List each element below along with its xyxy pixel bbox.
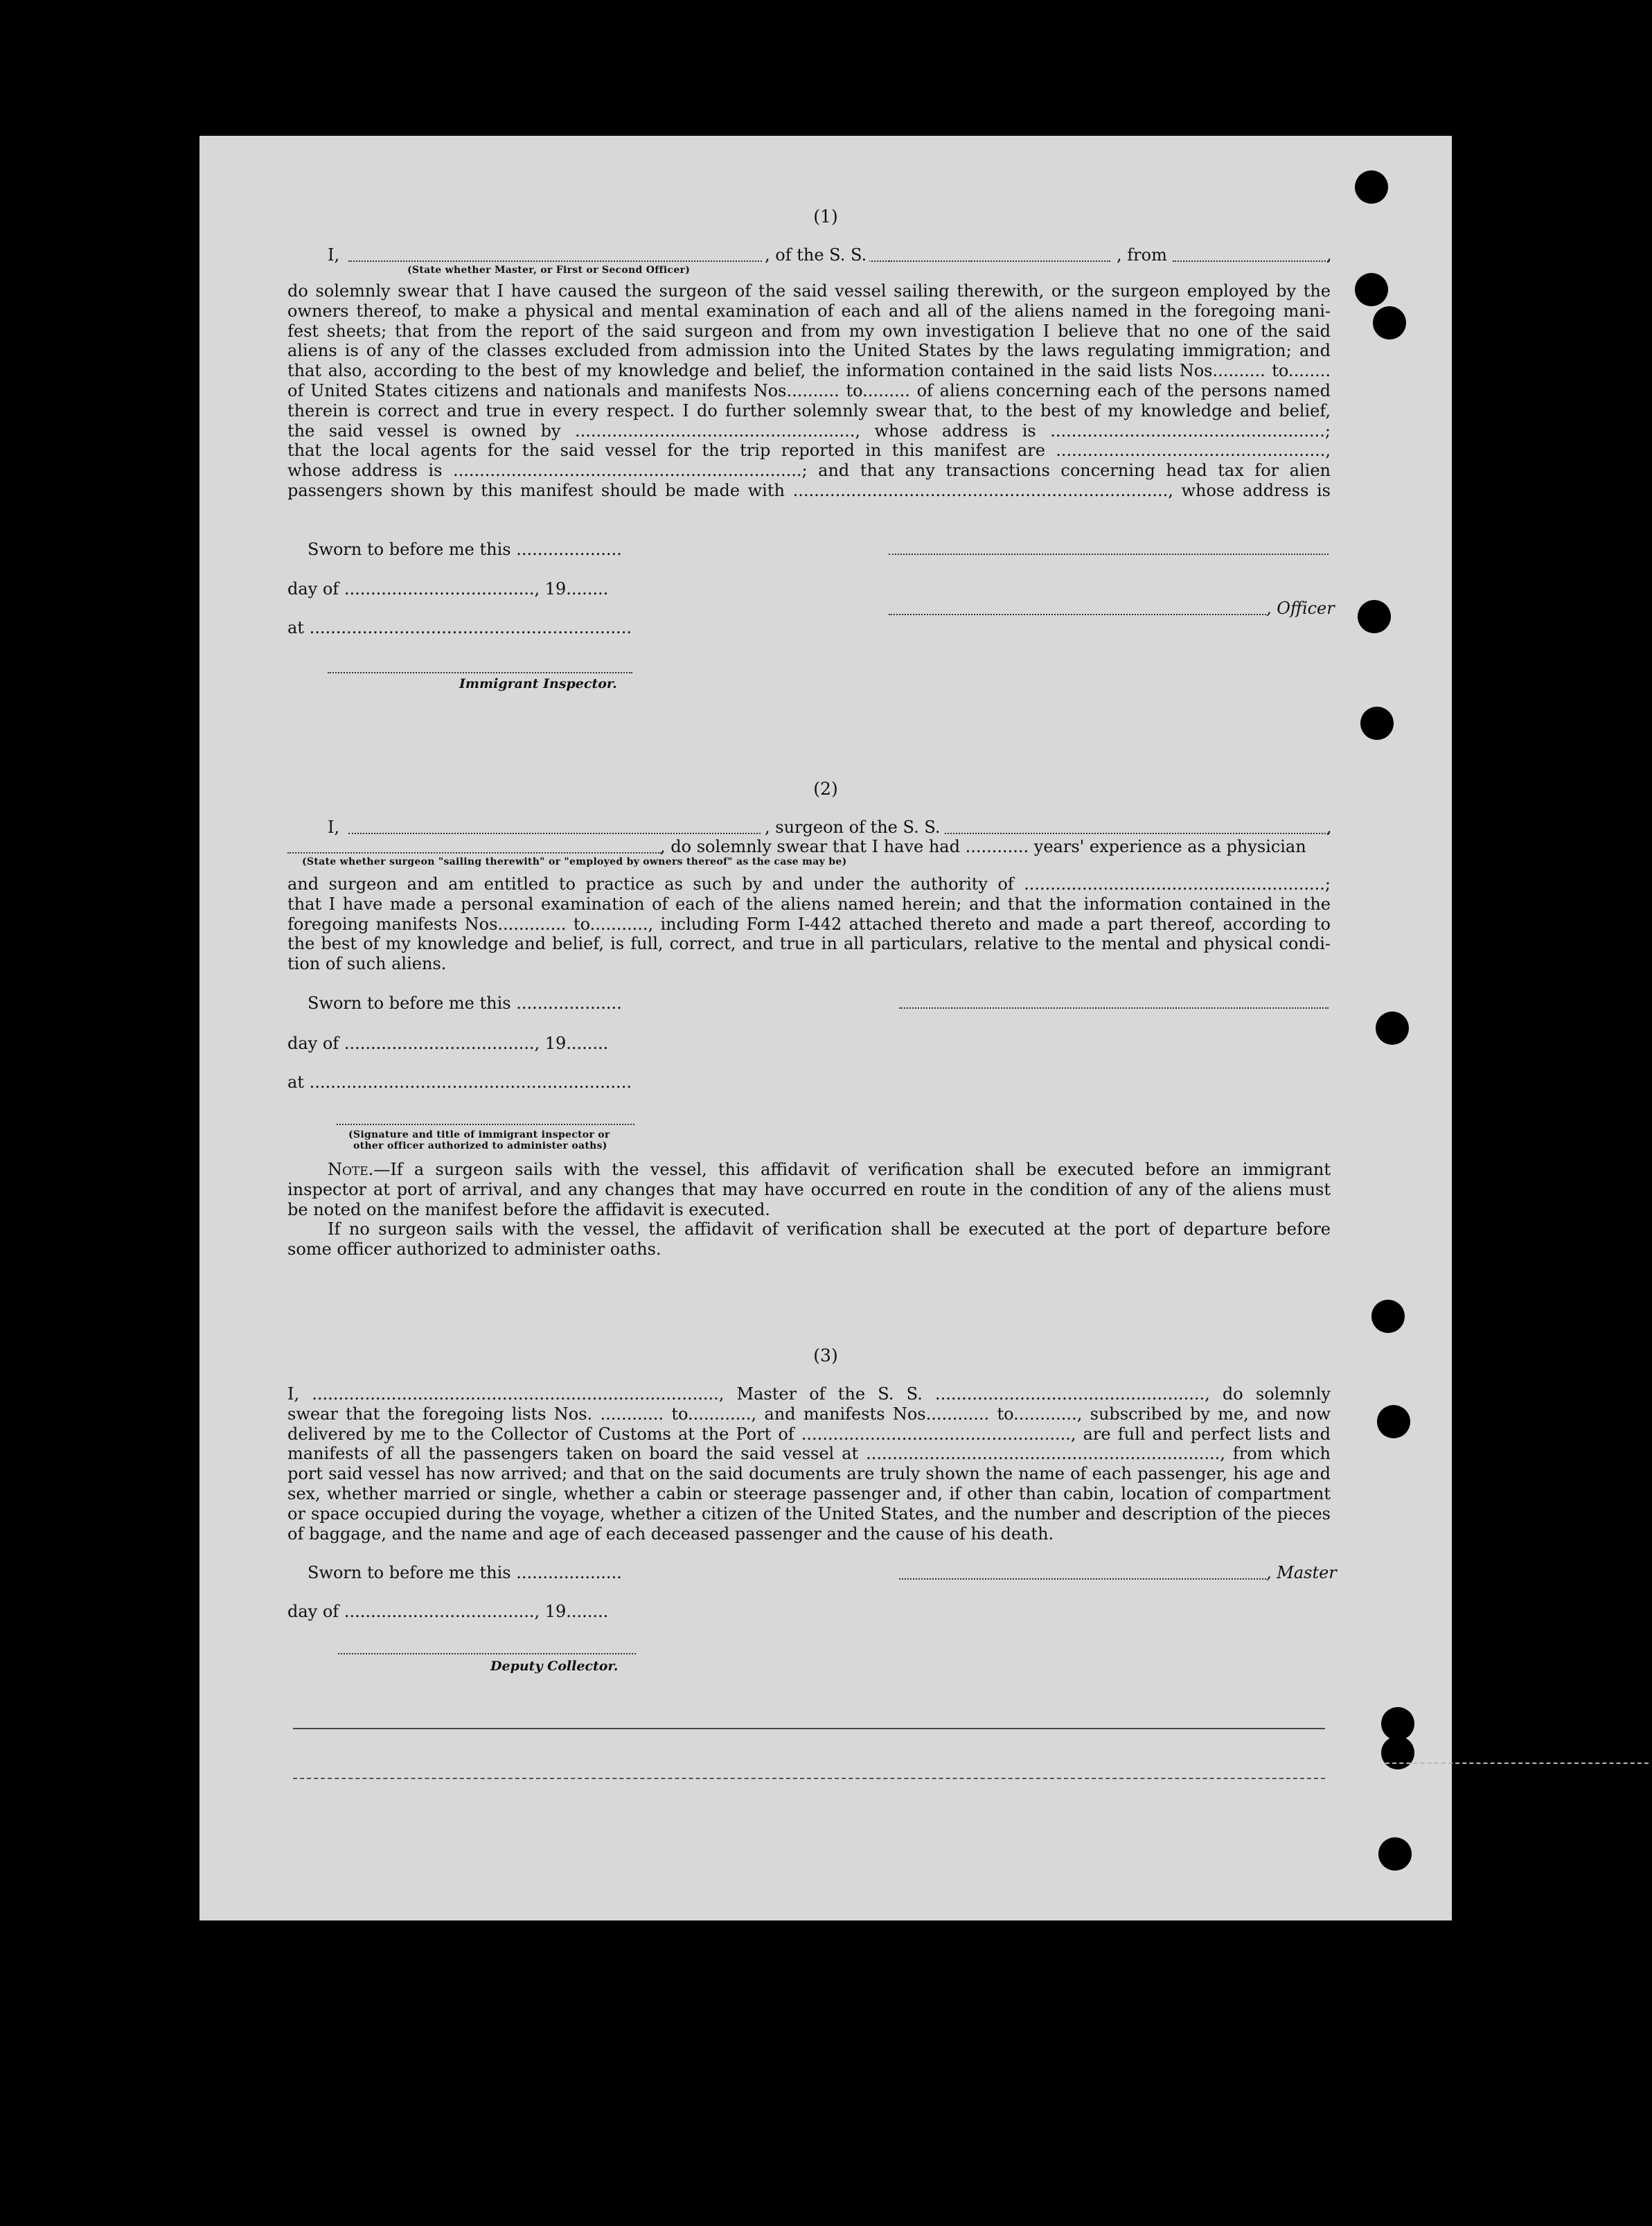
bottom-rule	[293, 1728, 1325, 1729]
form-page	[199, 136, 1452, 1920]
note-text: —If a surgeon sails with the vessel, this affidavit of verification shall be executed before an immigrant	[373, 1160, 1331, 1179]
binder-hole	[1381, 1736, 1414, 1769]
section-2-oath-paragraph	[287, 874, 1331, 974]
paragraph-line: delivered by me to the Collector of Customs at the Port of ..................................................., are full and perfect lists and	[287, 1424, 1331, 1444]
s3-collector-line	[338, 1653, 636, 1654]
paragraph-line: therein is correct and true in every respect. I do further solemnly swear that, to the best of my knowledge and belief,	[287, 400, 1331, 421]
paragraph-line: manifests of all the passengers taken on board the said vessel at ..................................................................., from which	[287, 1444, 1331, 1464]
s1-inspector-line	[328, 672, 632, 673]
s1-officer: , Officer	[1266, 599, 1335, 618]
s2-line1-i: I,	[328, 818, 340, 837]
paragraph-line: of baggage, and the name and age of each deceased passenger and the cause of his death.	[287, 1523, 1054, 1544]
s1-day-of: day of ...................................., 19........	[287, 579, 609, 599]
s2-line1-end: ,	[1326, 818, 1332, 837]
s2-at: at .............................................................	[287, 1072, 632, 1092]
s2-signature-caption-1: (Signature and title of immigrant inspector or	[348, 1129, 610, 1140]
paragraph-line: of United States citizens and nationals and manifests Nos.......... to......... of aliens concerning each of the persons named	[287, 380, 1331, 400]
s1-at: at .............................................................	[287, 618, 632, 637]
section-2-number: (2)	[813, 779, 838, 799]
note-line	[287, 1160, 1331, 1180]
paragraph-line: swear that the foregoing lists Nos. ............ to............, and manifests Nos............ to............, subscribed by me, and now	[287, 1404, 1331, 1424]
paragraph-line: the best of my knowledge and belief, is full, correct, and true in all particulars, relative to the mental and physical condi-	[287, 934, 1331, 954]
s2-line2: , do solemnly swear that I have had ............ years' experience as a physician	[660, 837, 1306, 856]
paragraph-line: or space occupied during the voyage, whether a citizen of the United States, and the number and description of the pieces	[287, 1503, 1331, 1523]
note-line: some officer authorized to administer oaths.	[287, 1239, 661, 1259]
s1-from-blank	[1173, 260, 1329, 262]
s2-signature-caption-2: other officer authorized to administer oaths)	[353, 1140, 607, 1151]
binder-hole	[1377, 1405, 1410, 1438]
section-3-number: (3)	[813, 1345, 838, 1366]
paragraph-line: I, ............................................................................., Master of the S. S. ..................................................., do solemnly	[287, 1384, 1331, 1404]
section-2-note-2	[287, 1219, 1331, 1260]
paragraph-line: the said vessel is owned by ....................................................., whose address is ....................................................;	[287, 421, 1331, 441]
s2-line2-caption: (State whether surgeon "sailing therewith" or "employed by owners thereof" as the case may be)	[302, 856, 847, 867]
paragraph-line: fest sheets; that from the report of the said surgeon and from my own investigation I believe that no one of the said	[287, 321, 1331, 341]
paragraph-line: aliens is of any of the classes excluded from admission into the United States by the laws regulating immigration; and	[287, 341, 1331, 361]
s3-sworn: Sworn to before me this ....................	[308, 1563, 622, 1582]
section-3-oath-paragraph	[287, 1384, 1331, 1544]
note-line: be noted on the manifest before the affidavit is executed.	[287, 1199, 770, 1219]
paragraph-line: that I have made a personal examination of each of the aliens named herein; and that the information contained in the	[287, 894, 1331, 914]
s2-sworn: Sworn to before me this ....................	[308, 993, 622, 1013]
binder-hole	[1358, 600, 1391, 633]
s1-line1-of-ss: , of the S. S.	[762, 245, 869, 265]
section-1-oath-paragraph	[287, 281, 1331, 501]
paragraph-line: do solemnly swear that I have caused the surgeon of the said vessel sailing therewith, or the surgeon employed by the	[287, 281, 1331, 301]
binder-hole	[1355, 170, 1388, 204]
perforation-line	[293, 1778, 1325, 1779]
s1-signature-line-2	[889, 614, 1266, 615]
section-2-note	[287, 1160, 1331, 1219]
paragraph-line: sex, whether married or single, whether a cabin or steerage passenger and, if other than cabin, location of compartment	[287, 1483, 1331, 1503]
s1-name-blank	[348, 260, 972, 262]
paragraph-line: foregoing manifests Nos............. to..........., including Form I-442 attached thereto and made a part thereof, according to	[287, 914, 1331, 934]
paragraph-line: passengers shown by this manifest should be made with ......................................................................., whose address is	[287, 480, 1331, 500]
s2-line1-surgeon-of: , surgeon of the S. S.	[762, 818, 943, 837]
s3-master: , Master	[1266, 1563, 1337, 1582]
section-1-number: (1)	[813, 206, 838, 227]
s1-inspector-caption: Immigrant Inspector.	[459, 676, 617, 691]
s1-signature-line-1	[889, 554, 1329, 555]
s1-sworn: Sworn to before me this ....................	[308, 540, 622, 559]
paragraph-line: port said vessel has now arrived; and that on the said documents are truly shown the name of each passenger, his age and	[287, 1464, 1331, 1484]
paragraph-line: that also, according to the best of my knowledge and belief, the information contained in the said lists Nos.......... to........	[287, 361, 1331, 381]
note-label: Note.	[328, 1160, 374, 1179]
paragraph-line: whose address is ..................................................................; and that any transactions concerning head tax for alien	[287, 461, 1331, 481]
s2-inspector-line	[337, 1124, 634, 1125]
paragraph-line: and surgeon and am entitled to practice as such by and under the authority of .........................................................;	[287, 874, 1331, 894]
s2-signature-line	[899, 1007, 1329, 1009]
scan-artifact-line	[1385, 1763, 1649, 1764]
s1-line1-from: , from	[1114, 245, 1170, 265]
paragraph-line: tion of such aliens.	[287, 954, 447, 974]
paragraph-line: that the local agents for the said vessel for the trip reported in this manifest are ...................................................,	[287, 441, 1331, 461]
binder-hole	[1378, 1837, 1412, 1871]
s1-line1-caption: (State whether Master, or First or Second Officer)	[407, 265, 691, 276]
binder-hole	[1373, 306, 1406, 339]
s1-line1-i: I,	[328, 245, 340, 265]
s1-line1-end: ,	[1326, 245, 1332, 265]
paragraph-line: owners thereof, to make a physical and mental examination of each and all of the aliens named in the foregoing mani-	[287, 301, 1331, 321]
binder-hole	[1360, 707, 1394, 740]
s2-type-blank	[287, 852, 661, 854]
s1-vessel-blank	[889, 260, 1110, 262]
note-line: If no surgeon sails with the vessel, the affidavit of verification shall be executed at the port of departure before	[328, 1219, 1331, 1239]
binder-hole	[1381, 1707, 1414, 1740]
binder-hole	[1371, 1300, 1405, 1333]
s3-signature-line	[899, 1578, 1266, 1580]
s2-day-of: day of ...................................., 19........	[287, 1034, 609, 1053]
note-line: inspector at port of arrival, and any changes that may have occurred en route in the condition of any of the aliens must	[287, 1179, 1331, 1199]
binder-hole	[1376, 1012, 1409, 1045]
s3-deputy-caption: Deputy Collector.	[490, 1659, 619, 1674]
s3-day-of: day of ...................................., 19........	[287, 1602, 609, 1621]
binder-hole	[1355, 273, 1388, 306]
